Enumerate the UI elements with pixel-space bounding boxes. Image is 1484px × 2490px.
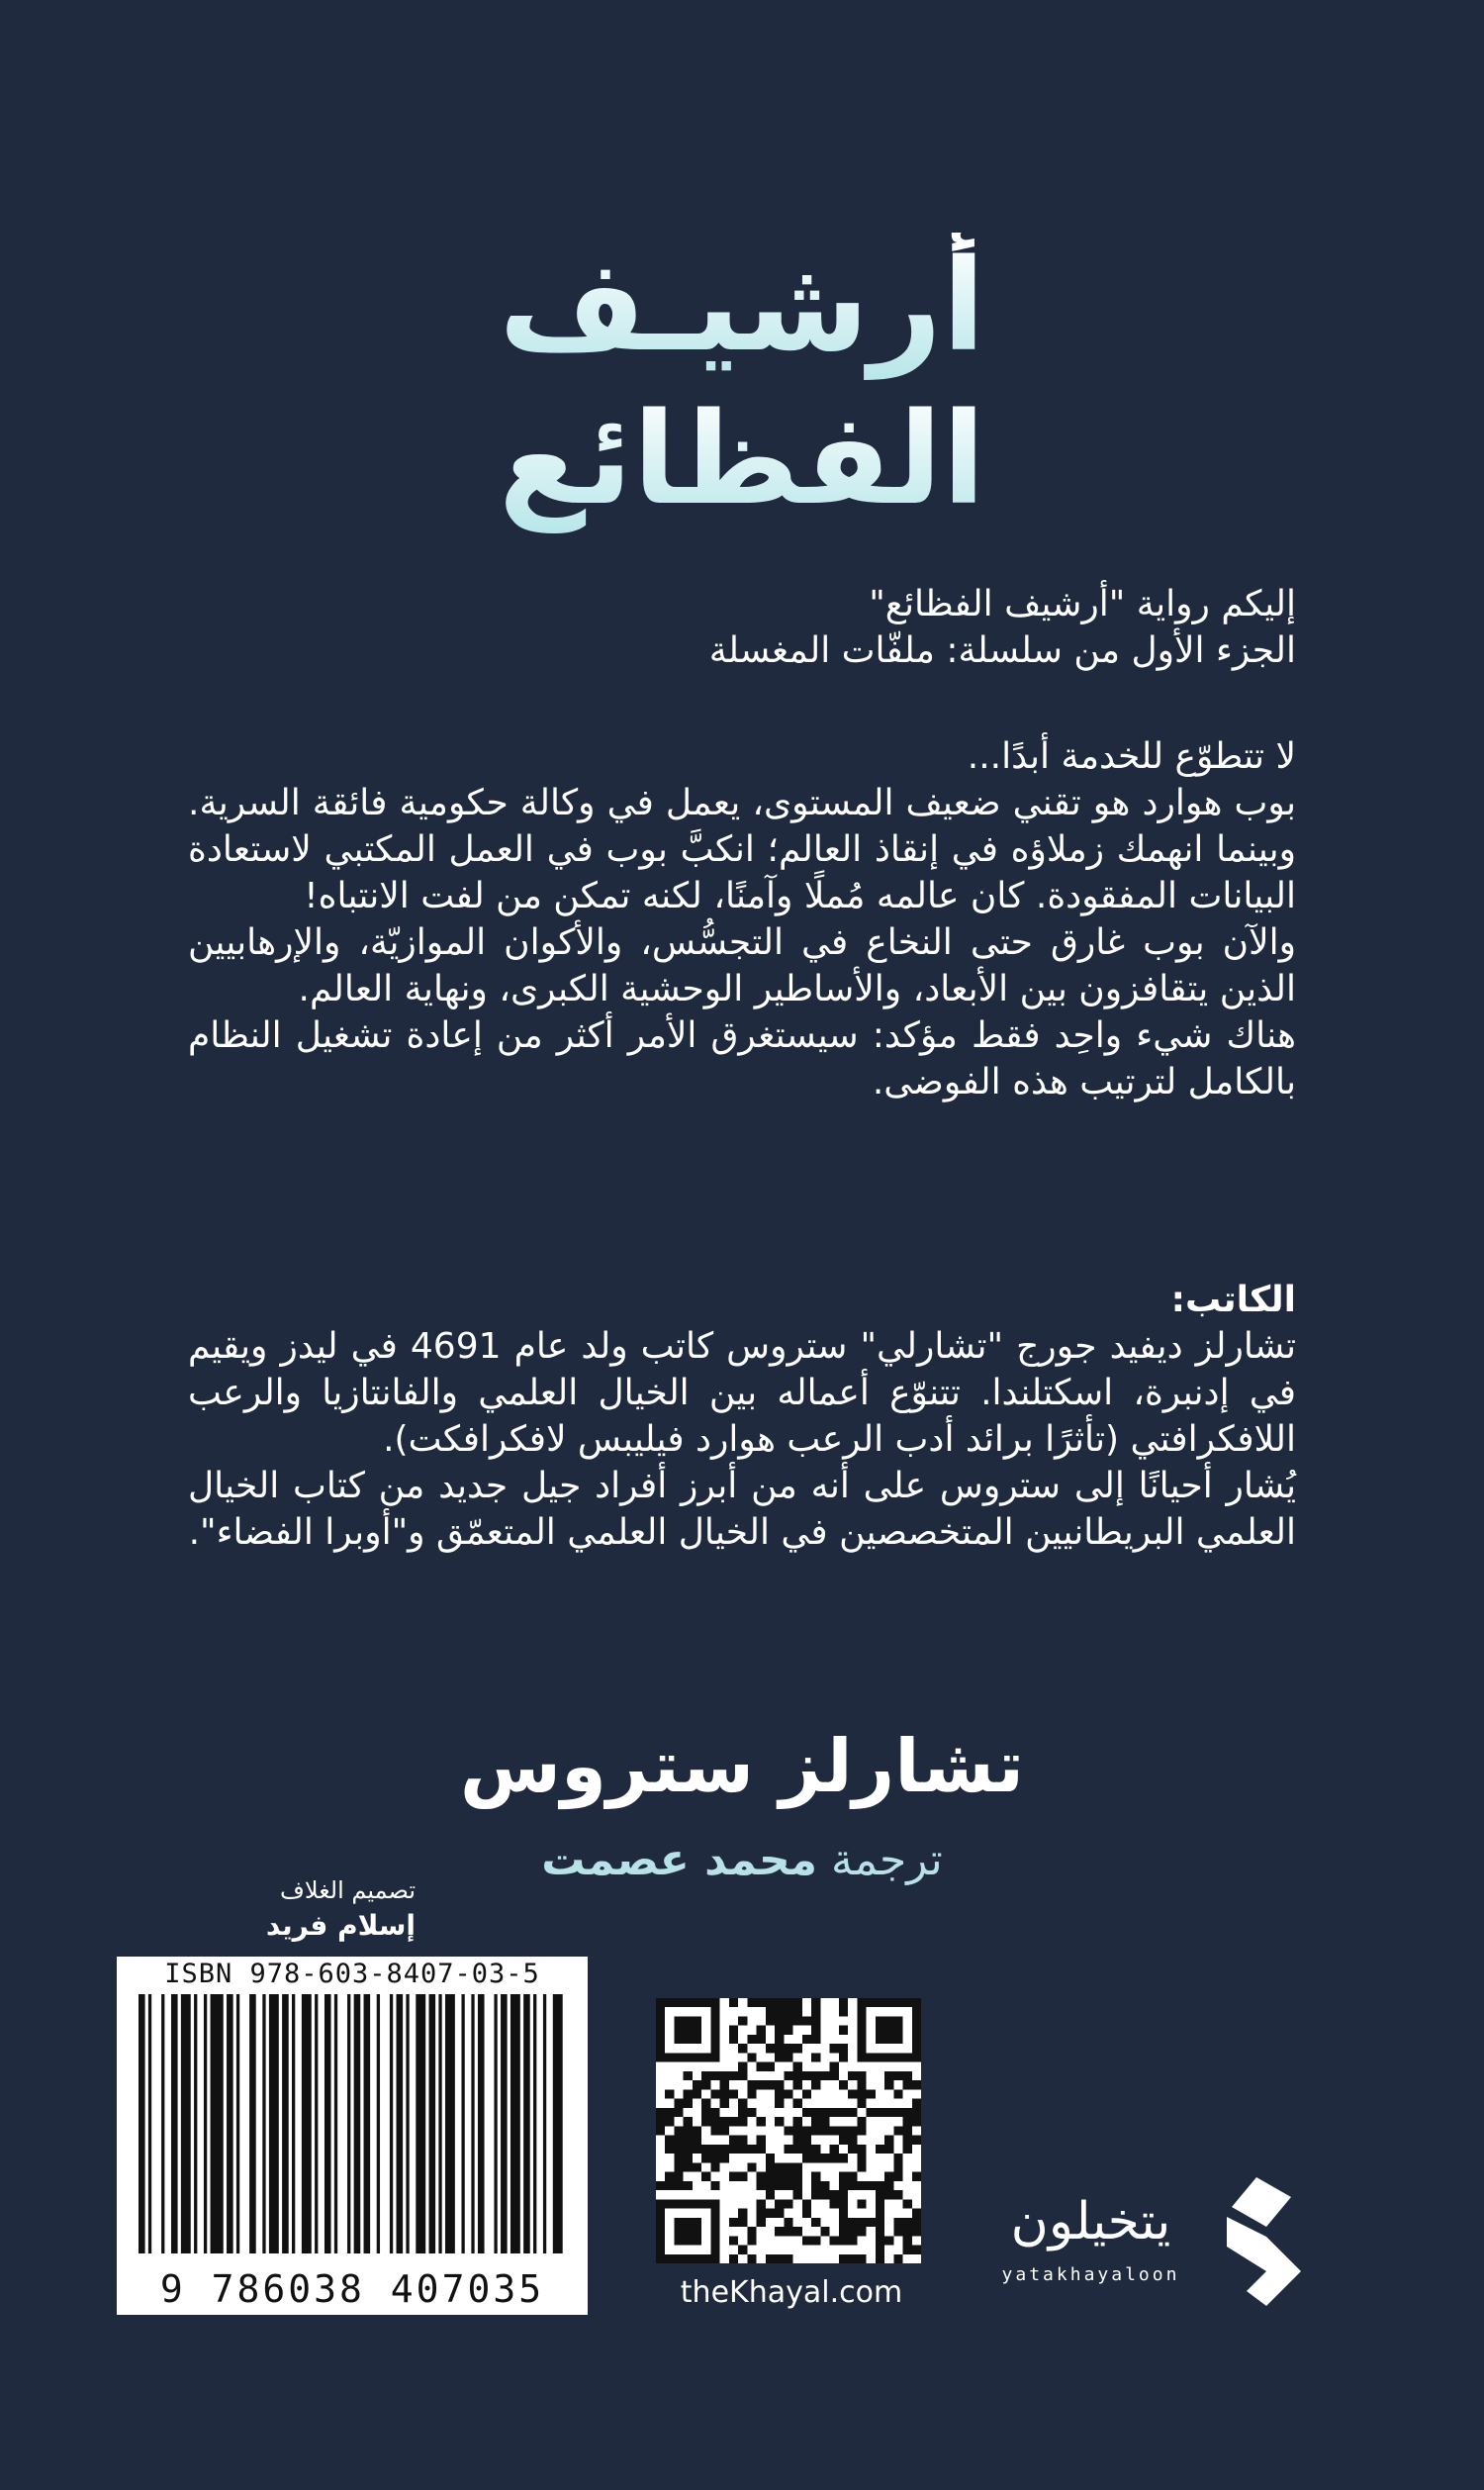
qr-code-icon — [656, 1998, 921, 2263]
cover-design-credit — [119, 1873, 416, 1945]
synopsis-paragraph-3: والآن بوب غارق حتى النخاع في التجسُّس، والأكوان الموازيّة، والإرهابيين الذين يتقافزون بين الأبعاد، والأساطير الوحشية الكبرى، ونهاية العالم. — [188, 922, 1296, 1009]
barcode-bars-icon — [139, 1994, 566, 2253]
publisher-latin-name: yatakhayaloon — [1001, 2264, 1180, 2285]
isbn-label: ISBN 978-603-8407-03-5 — [164, 1959, 540, 1989]
author-bio-paragraph-2: يُشار أحيانًا إلى ستروس على أنه من أبرز أفراد جيل جديد من كتاب الخيال العلمي البريطانيين المتخصصين في الخيال العلمي المتعمّق و"أوبرا الفضاء". — [188, 1466, 1296, 1553]
author-name: تشارلز ستروس — [459, 1724, 1025, 1809]
synopsis-paragraph-4: هناك شيء واحِد فقط مؤكد: سيستغرق الأمر أكثر من إعادة تشغيل النظام بالكامل لترتيب هذه الفوضى. — [188, 1015, 1296, 1102]
translator-credit — [396, 1831, 1088, 1890]
synopsis-block — [188, 733, 1296, 1105]
translator-prefix: ترجمة — [830, 1835, 943, 1885]
intro-line-2: الجزء الأول من سلسلة: ملفّات المغسلة — [708, 630, 1296, 671]
cover-design-label: تصميم الغلاف — [280, 1876, 416, 1904]
publisher-arabic-name: يتخيلون — [1010, 2192, 1171, 2251]
cover-designer-name: إسلام فريد — [265, 1909, 416, 1942]
intro-line-1: إليكم رواية "أرشيف الفظائع" — [869, 584, 1296, 624]
author-bio-heading: الكاتب: — [1170, 1280, 1296, 1320]
author-bio-paragraph-1: تشارلز ديفيد جورج "تشارلي" ستروس كاتب ولد عام 4691 في ليدز ويقيم في إدنبرة، اسكتلندا. تتنوّع أعماله بين الخيال العلمي والفانتازيا والرعب اللافكرافتي (تأثرًا برائد أدب الرعب هوارد فيليبس لافكرافكت). — [188, 1326, 1296, 1460]
author-bio-block — [188, 1277, 1296, 1556]
intro-block — [188, 581, 1296, 674]
book-title-line-1: أرشيـف — [0, 233, 1484, 381]
publisher-website: theKhayal.com — [680, 2275, 903, 2310]
qr-code — [656, 1998, 921, 2263]
synopsis-paragraph-1: لا تتطوّع للخدمة أبدًا... — [967, 736, 1296, 777]
book-title-line-2: الفظائع — [0, 386, 1484, 534]
synopsis-paragraph-2: بوب هوارد هو تقني ضعيف المستوى، يعمل في وكالة حكومية فائقة السرية. وبينما انهمك زملاؤه في إنقاذ العالم؛ انكبَّ بوب في العمل المكتبي لاستعادة البيانات المفقودة. كان عالمه مُملًا وآمنًا، لكنه تمكن من لفت الانتباه! — [188, 783, 1296, 916]
barcode-digits: 9 786038 407035 — [159, 2267, 545, 2311]
publisher-mark-icon — [1207, 2177, 1306, 2306]
translator-name: محمد عصمت — [541, 1835, 817, 1885]
isbn-barcode — [117, 1957, 588, 2315]
publisher-logo — [979, 2177, 1316, 2326]
